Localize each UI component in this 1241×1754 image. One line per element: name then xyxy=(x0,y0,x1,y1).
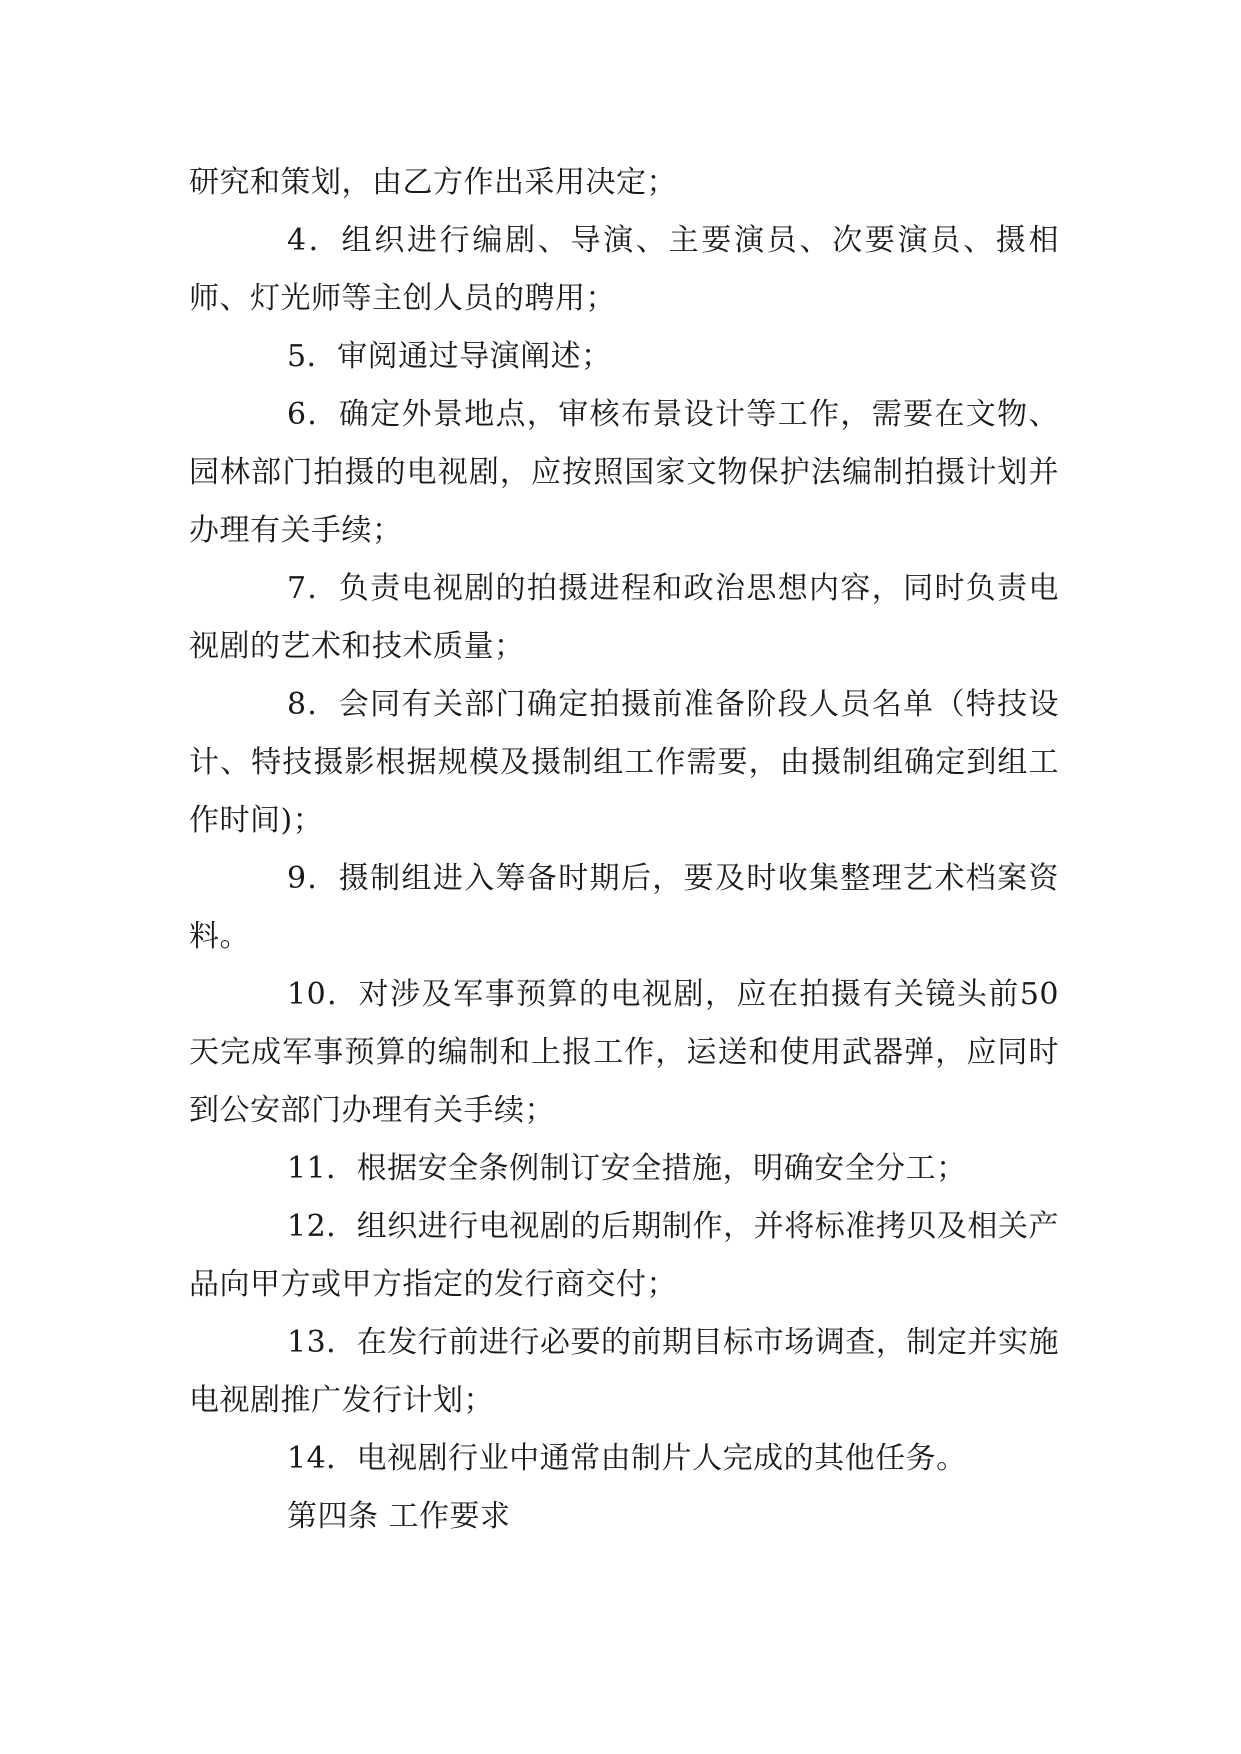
paragraph-7: 9．摄制组进入筹备时期后，要及时收集整理艺术档案资料。 xyxy=(189,861,1059,954)
paragraph-10: 12．组织进行电视剧的后期制作，并将标准拷贝及相关产品向甲方或甲方指定的发行商交付； xyxy=(189,1209,1059,1302)
paragraph-1: 研究和策划，由乙方作出采用决定； xyxy=(189,165,677,200)
section-heading: 第四条 工作要求 xyxy=(287,1499,511,1534)
document-body xyxy=(189,154,1059,1546)
paragraph-6: 8．会同有关部门确定拍摄前准备阶段人员名单（特技设计、特技摄影根据规模及摄制组工作需要，由摄制组确定到组工作时间)； xyxy=(189,687,1059,838)
paragraph-11: 13．在发行前进行必要的前期目标市场调查，制定并实施电视剧推广发行计划； xyxy=(189,1325,1059,1418)
paragraph-9: 11．根据安全条例制订安全措施，明确安全分工； xyxy=(287,1151,967,1186)
paragraph-3: 5．审阅通过导演阐述； xyxy=(287,339,612,374)
paragraph-2: 4．组织进行编剧、导演、主要演员、次要演员、摄相师、灯光师等主创人员的聘用； xyxy=(189,223,1059,316)
paragraph-12: 14．电视剧行业中通常由制片人完成的其他任务。 xyxy=(287,1441,967,1476)
paragraph-5: 7．负责电视剧的拍摄进程和政治思想内容，同时负责电视剧的艺术和技术质量； xyxy=(189,571,1059,664)
paragraph-4: 6．确定外景地点，审核布景设计等工作，需要在文物、园林部门拍摄的电视剧，应按照国家文物保护法编制拍摄计划并办理有关手续； xyxy=(189,397,1059,548)
paragraph-8: 10．对涉及军事预算的电视剧，应在拍摄有关镜头前50天完成军事预算的编制和上报工作，运送和使用武器弹，应同时到公安部门办理有关手续； xyxy=(189,977,1059,1128)
